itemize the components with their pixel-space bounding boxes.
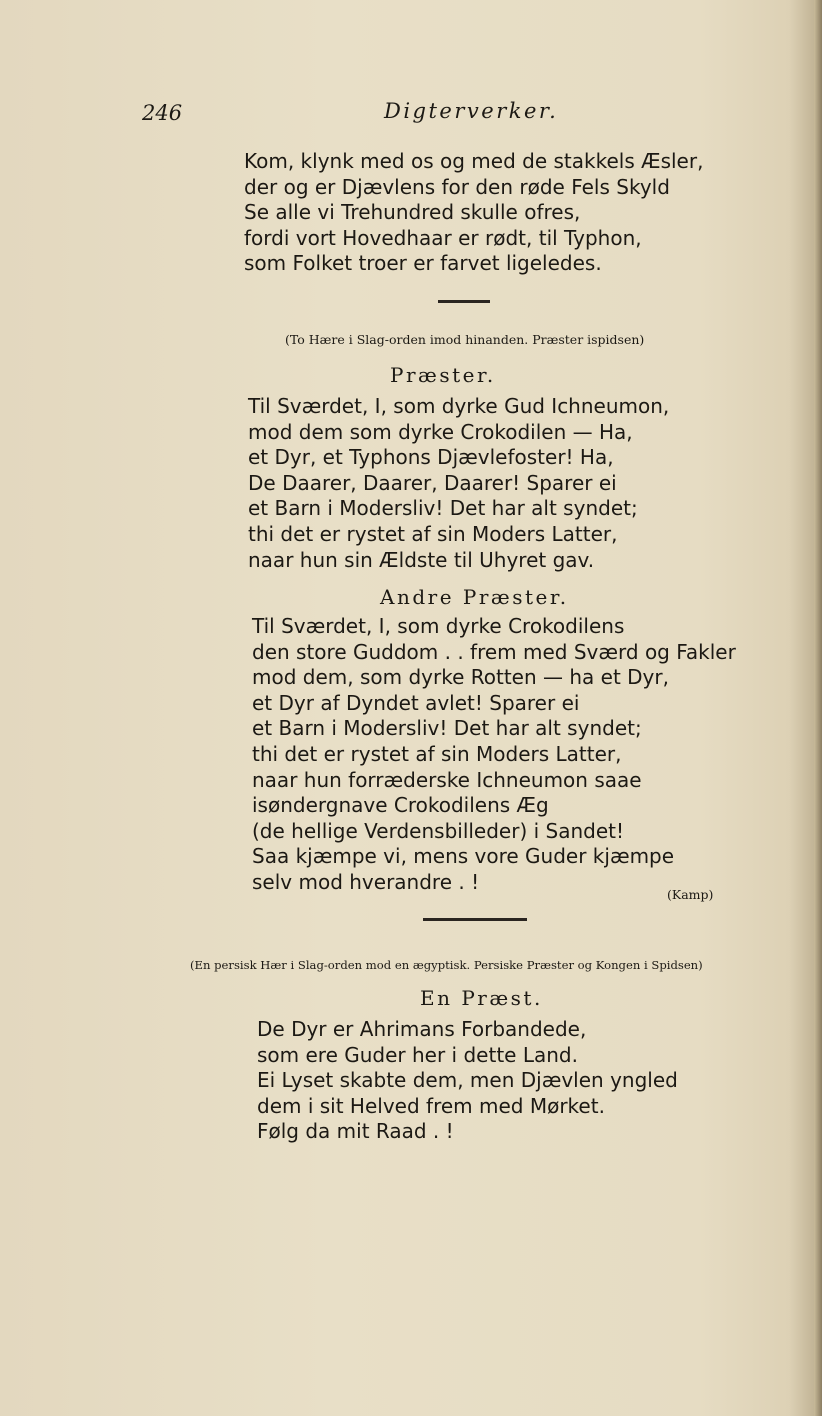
verse-line: Til Sværdet, I, som dyrke Gud Ichneumon, xyxy=(248,394,670,418)
verse-line: mod dem, som dyrke Rotten — ha et Dyr, xyxy=(252,665,669,690)
verse-line: De Dyr er Ahrimans Forbandede, xyxy=(257,1017,587,1041)
verse-line: Ei Lyset skabte dem, men Djævlen yngled xyxy=(257,1068,678,1093)
page-number: 246 xyxy=(142,101,183,125)
verse-line: et Dyr, et Typhons Djævlefoster! Ha, xyxy=(248,445,614,470)
stanza-andre-praester xyxy=(252,614,736,896)
verse-line: naar hun forræderske Ichneumon saae xyxy=(252,767,642,792)
stanza-opening xyxy=(244,149,703,277)
verse-line: dem i sit Helved frem med Mørket. xyxy=(257,1093,605,1118)
page-edge-shadow xyxy=(814,0,822,1416)
verse-line: der og er Djævlens for den røde Fels Skyld xyxy=(244,174,670,199)
verse-line: et Dyr af Dyndet avlet! Sparer ei xyxy=(252,690,580,715)
verse-line: isøndergnave Crokodilens Æg xyxy=(252,793,549,818)
verse-line: naar hun sin Ældste til Uhyret gav. xyxy=(248,547,595,572)
stanza-praester xyxy=(248,394,669,573)
verse-line: De Daarer, Daarer, Daarer! Sparer ei xyxy=(248,470,617,495)
verse-line: Saa kjæmpe vi, mens vore Guder kjæmpe xyxy=(252,844,675,869)
verse-line: fordi vort Hovedhaar er rødt, til Typhon, xyxy=(244,225,642,250)
speaker-name: Andre Præster. xyxy=(380,585,569,609)
verse-line: (de hellige Verdensbilleder) i Sandet! xyxy=(252,818,625,843)
section-divider xyxy=(423,918,527,921)
verse-line: et Barn i Modersliv! Det har alt syndet; xyxy=(248,496,638,521)
verse-line: thi det er rystet af sin Moders Latter, xyxy=(248,521,618,546)
verse-line: som Folket troer er farvet ligeledes. xyxy=(244,251,602,276)
speaker-name: Præster. xyxy=(390,363,496,387)
verse-line: som ere Guder her i dette Land. xyxy=(257,1042,578,1067)
verse-line: Kom, klynk med os og med de stakkels Æsler, xyxy=(244,149,704,173)
stanza-en-praest xyxy=(257,1017,678,1145)
verse-line: et Barn i Modersliv! Det har alt syndet; xyxy=(252,716,642,741)
stage-direction-kamp: (Kamp) xyxy=(667,887,714,902)
verse-line: Til Sværdet, I, som dyrke Crokodilens xyxy=(252,614,625,638)
stage-direction: (En persisk Hær i Slag-orden mod en ægyptisk. Persiske Præster og Kongen i Spidsen) xyxy=(190,958,703,972)
verse-line: den store Guddom . . frem med Sværd og Fakler xyxy=(252,639,736,664)
speaker-name: En Præst. xyxy=(420,986,543,1010)
stage-direction: (To Hære i Slag-orden imod hinanden. Præster ispidsen) xyxy=(285,332,645,347)
running-title: Digterverker. xyxy=(384,99,559,123)
verse-line: Følg da mit Raad . ! xyxy=(257,1119,454,1144)
verse-line: Se alle vi Trehundred skulle ofres, xyxy=(244,200,581,225)
section-divider xyxy=(438,300,490,303)
verse-line: mod dem som dyrke Crokodilen — Ha, xyxy=(248,419,633,444)
verse-line: thi det er rystet af sin Moders Latter, xyxy=(252,741,622,766)
verse-line: selv mod hverandre . ! xyxy=(252,869,480,894)
